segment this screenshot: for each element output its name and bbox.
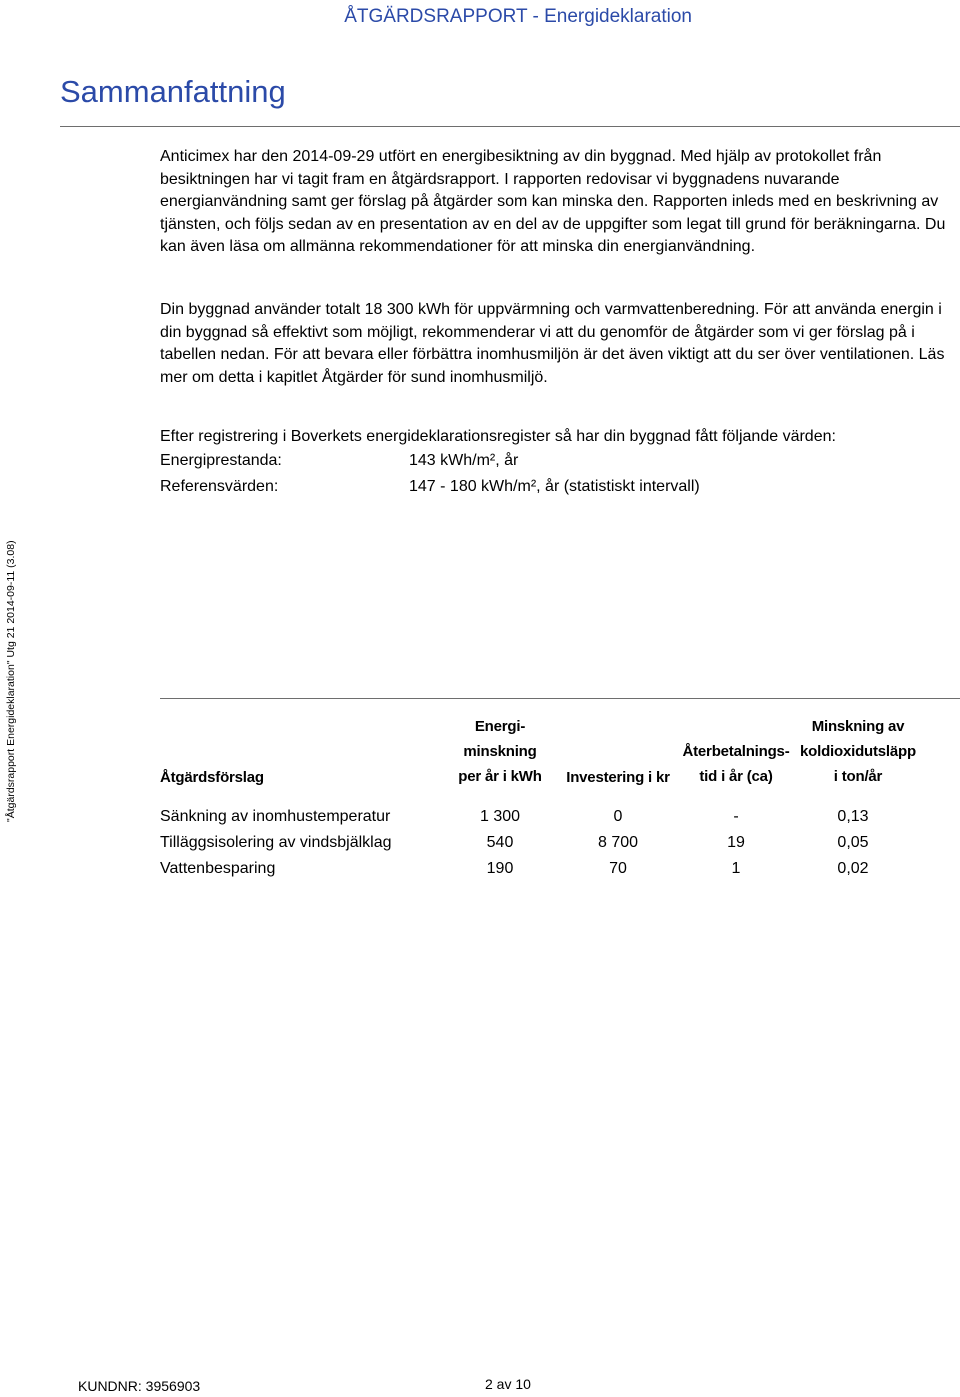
payback-value: -: [733, 808, 739, 825]
co2-reduction-value: 0,02: [837, 860, 869, 877]
column-header-investment: [560, 765, 676, 790]
investment-value: 70: [609, 860, 627, 877]
energy-performance-label: Energiprestanda:: [160, 452, 282, 469]
table-divider: [160, 698, 960, 699]
column-header-payback: [676, 739, 796, 789]
section-title: Sammanfattning: [60, 74, 286, 109]
column-header-co2: [793, 714, 923, 789]
column-header-measure-label: Åtgärdsförslag: [160, 769, 264, 786]
column-header-co2-line-2: koldioxidutsläpp: [800, 743, 916, 760]
measure-name: Tilläggsisolering av vindsbjälklag: [160, 834, 392, 851]
document-version-note: "Åtgärdsrapport Energideklaration" Utg 21 2014-09-11 (3.08): [5, 540, 17, 822]
column-header-energy-line-1: Energi-: [474, 718, 526, 735]
payback-value: 1: [731, 860, 741, 877]
investment-value: 8 700: [597, 834, 639, 851]
measure-name: Vattenbesparing: [160, 860, 276, 877]
co2-reduction-value: 0,05: [837, 834, 869, 851]
reference-values-label: Referensvärden:: [160, 478, 279, 495]
customer-number: KUNDNR: 3956903: [78, 1378, 201, 1394]
measures-table-body: [0, 808, 960, 886]
page-number: 2 av 10: [485, 1376, 531, 1392]
column-header-payback-line-1: Återbetalnings-: [682, 743, 790, 760]
usage-paragraph: Din byggnad använder totalt 18 300 kWh för uppvärmning och varmvattenberedning. För att använda energin i din byggnad så effektivt som möjligt, rekommenderar vi att du genomför de åtgärder som vi ger förslag på i tabellen nedan. För att bevara eller förbättra inomhusmiljön är det även viktigt att du ser över ventilationen. Läs mer om detta i kapitlet Åtgärder för sund inomhusmiljö.: [160, 301, 945, 386]
column-header-co2-line-3: i ton/år: [833, 768, 883, 785]
table-row: [0, 808, 960, 834]
column-header-investment-label: Investering i kr: [566, 769, 670, 786]
energy-reduction-value: 190: [486, 860, 514, 877]
energy-performance-value: 143 kWh/m², år: [409, 452, 519, 469]
title-divider: [60, 126, 960, 127]
table-row: [0, 860, 960, 886]
energy-reduction-value: 540: [486, 834, 514, 851]
intro-paragraph: Anticimex har den 2014-09-29 utfört en energibesiktning av din byggnad. Med hjälp av protokollet från besiktningen har vi tagit fram en åtgärdsrapport. I rapporten redovisar vi byggnadens nuvarande energianvändning samt ger förslag på åtgärder som kan minska den. Rapporten inleds med en beskrivning av tjänsten, och följs sedan av en presentation av en del av de uppgifter som legat till grund för beräkningarna. Du kan även läsa om allmänna rekommendationer för att minska din energianvändning.: [160, 148, 946, 255]
column-header-energy-line-2: minskning: [463, 743, 537, 760]
reference-values-value: 147 - 180 kWh/m², år (statistiskt intervall): [409, 478, 700, 495]
column-header-energy-line-3: per år i kWh: [458, 768, 542, 785]
investment-value: 0: [613, 808, 623, 825]
payback-value: 19: [727, 834, 745, 851]
registry-paragraph: Efter registrering i Boverkets energideklarationsregister så har din byggnad fått följande värden:: [160, 428, 836, 445]
table-row: [0, 834, 960, 860]
column-header-co2-line-1: Minskning av: [811, 718, 905, 735]
column-header-measure: [160, 765, 264, 790]
measure-name: Sänkning av inomhustemperatur: [160, 808, 391, 825]
column-header-payback-line-2: tid i år (ca): [699, 768, 773, 785]
co2-reduction-value: 0,13: [837, 808, 869, 825]
column-header-energy: [440, 714, 560, 789]
energy-reduction-value: 1 300: [479, 808, 521, 825]
report-header-title: ÅTGÄRDSRAPPORT - Energideklaration: [344, 6, 692, 27]
